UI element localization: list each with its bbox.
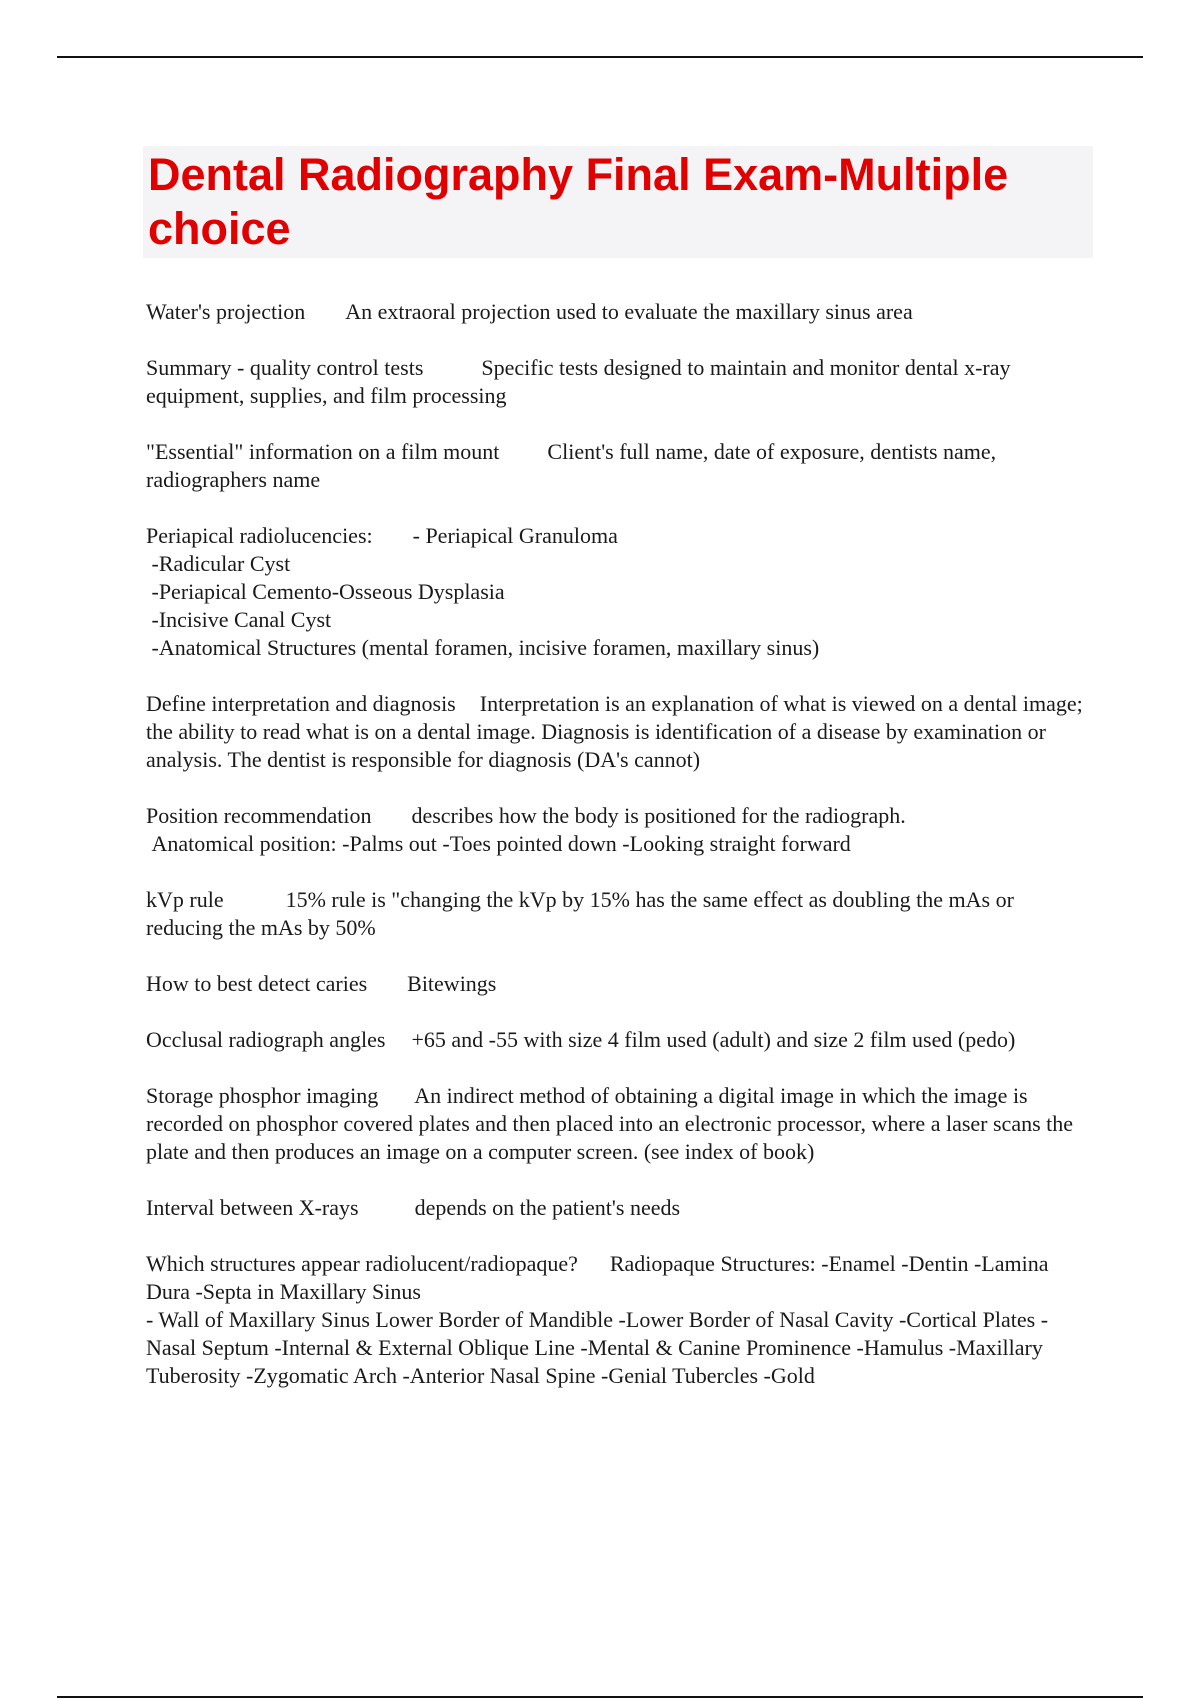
term: Water's projection bbox=[146, 299, 306, 324]
definition: Radiopaque Structures: -Enamel -Dentin -Lamina Dura -Septa in Maxillary Sinus - Wall of Maxillary Sinus Lower Border of Mandible -Lower Border of Nasal Cavity -Cortical Plates -Nasal Septum -Internal & External Oblique Line -Mental & Canine Prominence -Hamulus -Maxillary Tuberosity -Zygomatic Arch -Anterior Nasal Spine -Genial Tubercles -Gold bbox=[146, 1251, 1049, 1388]
term: Storage phosphor imaging bbox=[146, 1083, 379, 1108]
definition: describes how the body is positioned for the radiograph. Anatomical position: -Palms out -Toes pointed down -Looking straight forward bbox=[151, 803, 906, 856]
term: Position recommendation bbox=[146, 803, 372, 828]
list-item bbox=[146, 298, 1092, 326]
term: Define interpretation and diagnosis bbox=[146, 691, 456, 716]
list-item bbox=[146, 1026, 1092, 1054]
definition: 15% rule is "changing the kVp by 15% has the same effect as doubling the mAs or reducing the mAs by 50% bbox=[146, 887, 1020, 940]
list-item bbox=[146, 1250, 1092, 1390]
list-item bbox=[146, 438, 1092, 494]
list-item bbox=[146, 690, 1092, 774]
definition: Bitewings bbox=[407, 971, 497, 996]
definition: An indirect method of obtaining a digital image in which the image is recorded on phosphor covered plates and then placed into an electronic processor, where a laser scans the plate and then produces an image on a computer screen. (see index of book) bbox=[146, 1083, 1079, 1164]
list-item bbox=[146, 1082, 1092, 1166]
definition: depends on the patient's needs bbox=[414, 1195, 681, 1220]
list-item bbox=[146, 886, 1092, 942]
term: Summary - quality control tests bbox=[146, 355, 424, 380]
definition: Interpretation is an explanation of what is viewed on a dental image; the ability to read what is on a dental image. Diagnosis is identification of a disease by examination or analysis. The dentist is responsible for diagnosis (DA's cannot) bbox=[146, 691, 1089, 772]
term: Interval between X-rays bbox=[146, 1195, 359, 1220]
definition: +65 and -55 with size 4 film used (adult) and size 2 film used (pedo) bbox=[411, 1027, 1016, 1052]
term: Which structures appear radiolucent/radiopaque? bbox=[146, 1251, 578, 1276]
term: Periapical radiolucencies: bbox=[146, 523, 373, 548]
definition: Specific tests designed to maintain and monitor dental x-ray equipment, supplies, and film processing bbox=[146, 355, 1016, 408]
definition: Client's full name, date of exposure, dentists name, radiographers name bbox=[146, 439, 1002, 492]
term: How to best detect caries bbox=[146, 971, 368, 996]
definition: An extraoral projection used to evaluate the maxillary sinus area bbox=[345, 299, 913, 324]
term: Occlusal radiograph angles bbox=[146, 1027, 386, 1052]
document-title: Dental Radiography Final Exam-Multiple choice bbox=[148, 149, 1009, 254]
definition: - Periapical Granuloma -Radicular Cyst -Periapical Cemento-Osseous Dysplasia -Incisive Canal Cyst -Anatomical Structures (mental foramen, incisive foramen, maxillary sinus) bbox=[151, 523, 820, 660]
term: "Essential" information on a film mount bbox=[146, 439, 500, 464]
bottom-rule bbox=[57, 1696, 1143, 1698]
flashcard-list bbox=[146, 298, 1092, 1418]
top-rule bbox=[57, 56, 1143, 58]
list-item bbox=[146, 1194, 1092, 1222]
list-item bbox=[146, 802, 1092, 858]
term: kVp rule bbox=[146, 887, 224, 912]
list-item bbox=[146, 354, 1092, 410]
list-item bbox=[146, 970, 1092, 998]
list-item bbox=[146, 522, 1092, 662]
